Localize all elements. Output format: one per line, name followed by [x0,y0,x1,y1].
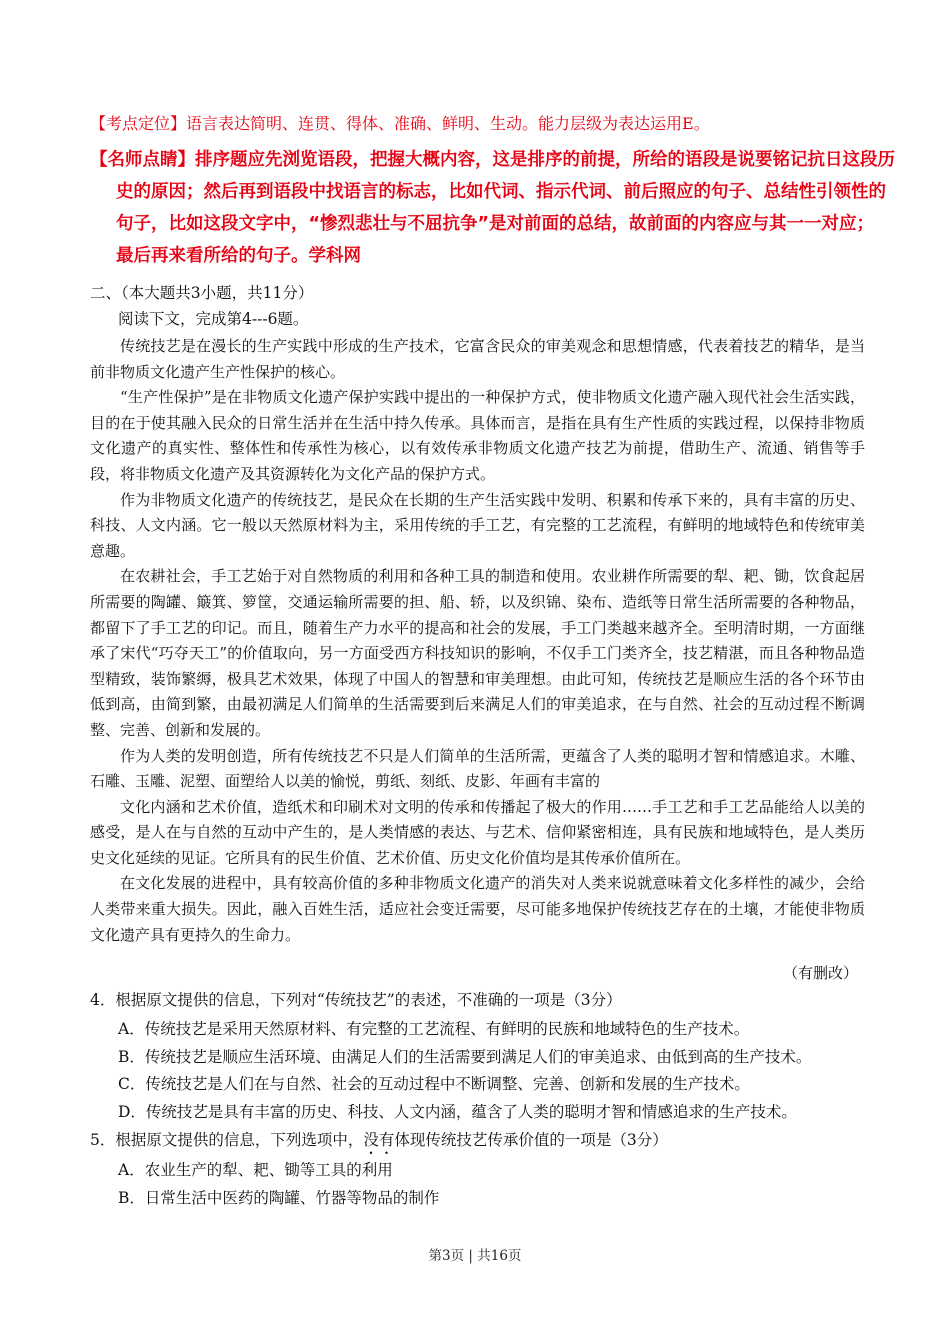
question-4-option-d: D．传统技艺是具有丰富的历史、科技、人文内涵，蕴含了人类的聪明才智和情感追求的生产技术。 [118,1103,797,1121]
passage-paragraph: 作为人类的发明创造，所有传统技艺不只是人们简单的生活所需，更蕴含了人类的聪明才智和情感追求。木雕、石雕、玉雕、泥塑、面塑给人以美的愉悦，剪纸、刻纸、皮影、年画有丰富的 [90,746,865,791]
question-4-option-c: C．传统技艺是人们在与自然、社会的互动过程中不断调整、完善、创新和发展的生产技术。 [118,1075,750,1093]
mingshi-line-1: 【名师点睛】排序题应先浏览语段，把握大概内容，这是排序的前提，所给的语段是说要铭记抗日这段历 [90,150,895,170]
section-instruction: 阅读下文，完成第4---6题。 [118,310,309,328]
passage-paragraph: 作为非物质文化遗产的传统技艺，是民众在长期的生产生活实践中发明、积累和传承下来的，具有丰富的历史、科技、人文内涵。它一般以天然原材料为主，采用传统的手工艺，有完整的工艺流程，有鲜明的地域特色和传统审美意趣。 [90,490,865,560]
mingshi-label: 【名师点睛】 [90,150,195,170]
kaodian-block [90,112,870,136]
passage-paragraph: 在农耕社会，手工艺始于对自然物质的利用和各种工具的制造和使用。农业耕作所需要的犁、耙、锄，饮食起居所需要的陶罐、簸箕、箩筐，交通运输所需要的担、船、轿，以及织锦、染布、造纸等日常生活所需要的各种物品，都留下了手工艺的印记。而且，随着生产力水平的提高和社会的发展，手工门类越来越齐全。至明清时期，一方面继承了宋代“巧夺天工”的价值取向，另一方面受西方科技知识的影响，不仅手工门类齐全，技艺精湛，而且各种物品造型精致，装饰繁缛，极具艺术效果，体现了中国人的智慧和审美理想。由此可知，传统技艺是顺应生活的各个环节由低到高，由简到繁，由最初满足人们简单的生活需要到后来满足人们的审美追求，在与自然、社会的互动过程不断调整、完善、创新和发展的。 [90,567,865,739]
passage-paragraph: 在文化发展的进程中，具有较高价值的多种非物质文化遗产的消失对人类来说就意味着文化多样性的减少，会给人类带来重大损失。因此，融入百姓生活，适应社会变迁需要，尽可能多地保护传统技艺存在的土壤，才能使非物质文化遗产具有更持久的生命力。 [90,874,865,944]
reading-passage [90,334,865,948]
source-note: （有删改） [782,964,858,982]
passage-paragraph: 文化内涵和艺术价值，造纸术和印刷术对文明的传承和传播起了极大的作用……手工艺和手工艺品能给人以美的感受，是人在与自然的互动中产生的，是人类情感的表达、与艺术、信仰紧密相连，具有民族和地域特色，是人类历史文化延续的见证。它所具有的民生价值、艺术价值、历史文化价值均是其传承价值所在。 [90,797,865,867]
mingshi-line-4: 最后再来看所给的句子。学科网 [116,246,361,266]
question-4-option-b: B．传统技艺是顺应生活环境、由满足人们的生活需要到满足人们的审美追求、由低到高的生产技术。 [118,1048,812,1066]
page-footer: 第3页 | 共16页 [428,1248,522,1264]
question-4-option-a: A．传统技艺是采用天然原材料、有完整的工艺流程、有鲜明的民族和地域特色的生产技术。 [118,1020,750,1038]
mingshi-line-2: 史的原因；然后再到语段中找语言的标志，比如代词、指示代词、前后照应的句子、总结性引领性的 [116,182,886,202]
mingshi-line-3: 句子，比如这段文字中，“惨烈悲壮与不屈抗争”是对前面的总结，故前面的内容应与其一一对应； [116,214,874,234]
section-heading: 二、（本大题共3小题，共11分） [90,284,314,302]
question-4-stem: 4．根据原文提供的信息，下列对“传统技艺”的表述，不准确的一项是（3分） [90,991,622,1009]
question-5-option-b: B．日常生活中医药的陶罐、竹器等物品的制作 [118,1189,440,1207]
passage-paragraph: 传统技艺是在漫长的生产实践中形成的生产技术，它富含民众的审美观念和思想情感，代表着技艺的精华，是当前非物质文化遗产生产性保护的核心。 [90,337,865,381]
passage-paragraph: “生产性保护”是在非物质文化遗产保护实践中提出的一种保护方式，使非物质文化遗产融入现代社会生活实践，目的在于使其融入民众的日常生活并在生活中持久传承。具体而言，是指在具有生产性质的实践过程，以保持非物质文化遗产的真实性、整体性和传承性为核心，以有效传承非物质文化遗产技艺为前提，借助生产、流通、销售等手段，将非物质文化遗产及其资源转化为文化产品的保护方式。 [90,388,865,483]
question-5-stem: 5．根据原文提供的信息，下列选项中，没有体现传统技艺传承价值的一项是（3分） [90,1131,668,1149]
emphasized-word: 没有 [363,1131,395,1149]
mingshi-block [90,144,895,272]
kaodian-label: 【考点定位】 [90,114,187,133]
kaodian-text: 语言表达简明、连贯、得体、准确、鲜明、生动。能力层级为表达运用E。 [186,114,710,133]
question-5-option-a: A．农业生产的犁、耙、锄等工具的利用 [118,1161,393,1179]
